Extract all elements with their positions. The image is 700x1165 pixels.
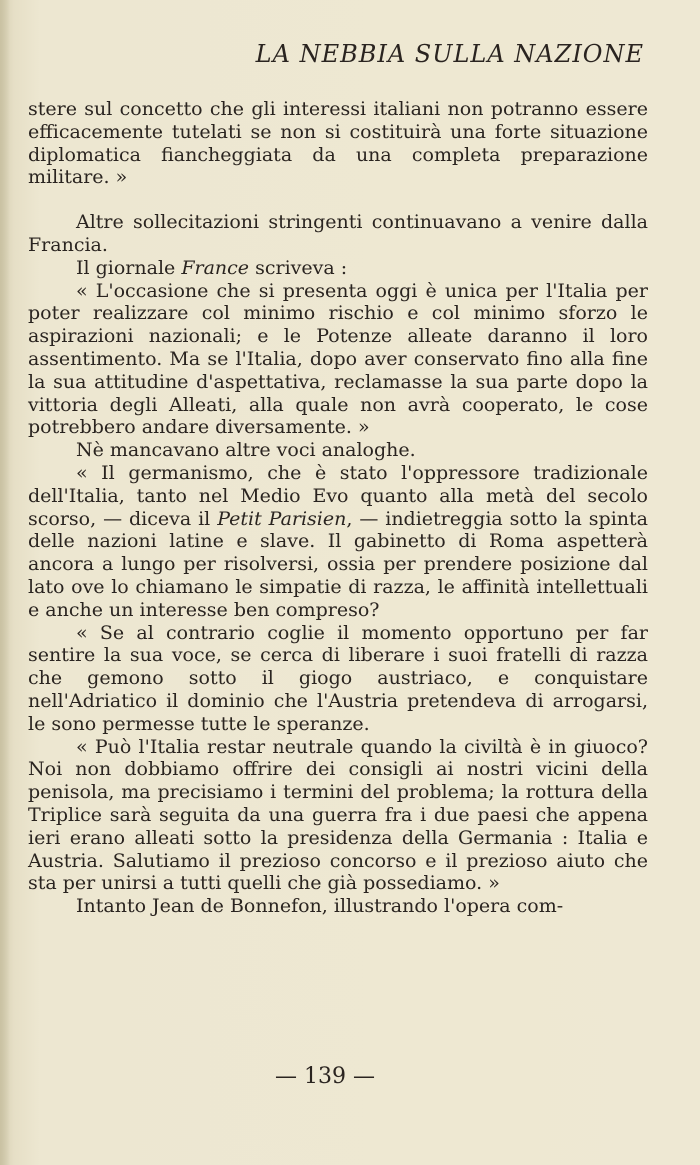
body-text bbox=[28, 98, 648, 918]
paragraph-text: scriveva : bbox=[255, 256, 348, 279]
journal-title: France bbox=[181, 256, 250, 279]
journal-title: Petit Parisien bbox=[217, 507, 347, 530]
paragraph bbox=[28, 257, 648, 280]
paragraph-lead: Il giornale bbox=[76, 256, 176, 279]
paragraph bbox=[28, 462, 648, 622]
paragraph-text: « Il germanismo, che è stato l'oppressore tradizionale dell'Italia, tanto nel Medio Evo quanto alla metà del secolo scorso, — diceva il bbox=[28, 461, 648, 530]
page-gutter-shadow bbox=[0, 0, 10, 1165]
paragraph: Nè mancavano altre voci analoghe. bbox=[76, 439, 416, 462]
paragraph-text: , — indietreggia sotto la spinta delle nazioni latine e slave. Il gabinetto di Roma aspetterà ancora a lungo per risolversi, ossia per prendere posizione dal lato ove lo chiamano le simpatie di razza, le affinità intellettuali e anche un interesse ben compreso? bbox=[28, 507, 648, 621]
paragraph: Altre sollecitazioni stringenti continuavano a venire dalla Francia. bbox=[28, 211, 648, 256]
paragraph: « Può l'Italia restar neutrale quando la civiltà è in giuoco? Noi non dobbiamo offrire dei consigli ai nostri vicini della penisola, ma precisiamo i termini del problema; la rottura della Triplice sarà seguita da una guerra fra i due paesi che appena ieri erano alleati sotto la presidenza della Germania : Italia e Austria. Salutiamo il prezioso concorso e il prezioso aiuto che sta per unirsi a tutti quelli che già possediamo. » bbox=[28, 735, 648, 895]
page-number: — 139 — bbox=[275, 1064, 375, 1089]
paragraph: « L'occasione che si presenta oggi è unica per l'Italia per poter realizzare col minimo rischio e col minimo sforzo le aspirazioni nazionali; e le Potenze alleate daranno il loro assentimento. Ma se l'Italia, dopo aver conservato fino alla fine la sua attitudine d'aspettativa, reclamasse la sua parte dopo la vittoria degli Alleati, alla quale non avrà cooperato, le cose potrebbero andare diversamente. » bbox=[28, 279, 648, 439]
paragraph: stere sul concetto che gli interessi italiani non potranno essere efficacemente tutelati se non si costituirà una forte situazione diplomatica fiancheggiata da una completa preparazione militare. » bbox=[28, 98, 648, 189]
paragraph: Intanto Jean de Bonnefon, illustrando l'opera com- bbox=[76, 895, 564, 918]
running-header: LA NEBBIA SULLA NAZIONE bbox=[255, 40, 644, 68]
paragraph: « Se al contrario coglie il momento opportuno per far sentire la sua voce, se cerca di liberare i suoi fratelli di razza che gemono sotto il giogo austriaco, e conquistare nell'Adriatico il dominio che l'Austria pretendeva di arrogarsi, le sono permesse tutte le speranze. bbox=[28, 621, 648, 735]
